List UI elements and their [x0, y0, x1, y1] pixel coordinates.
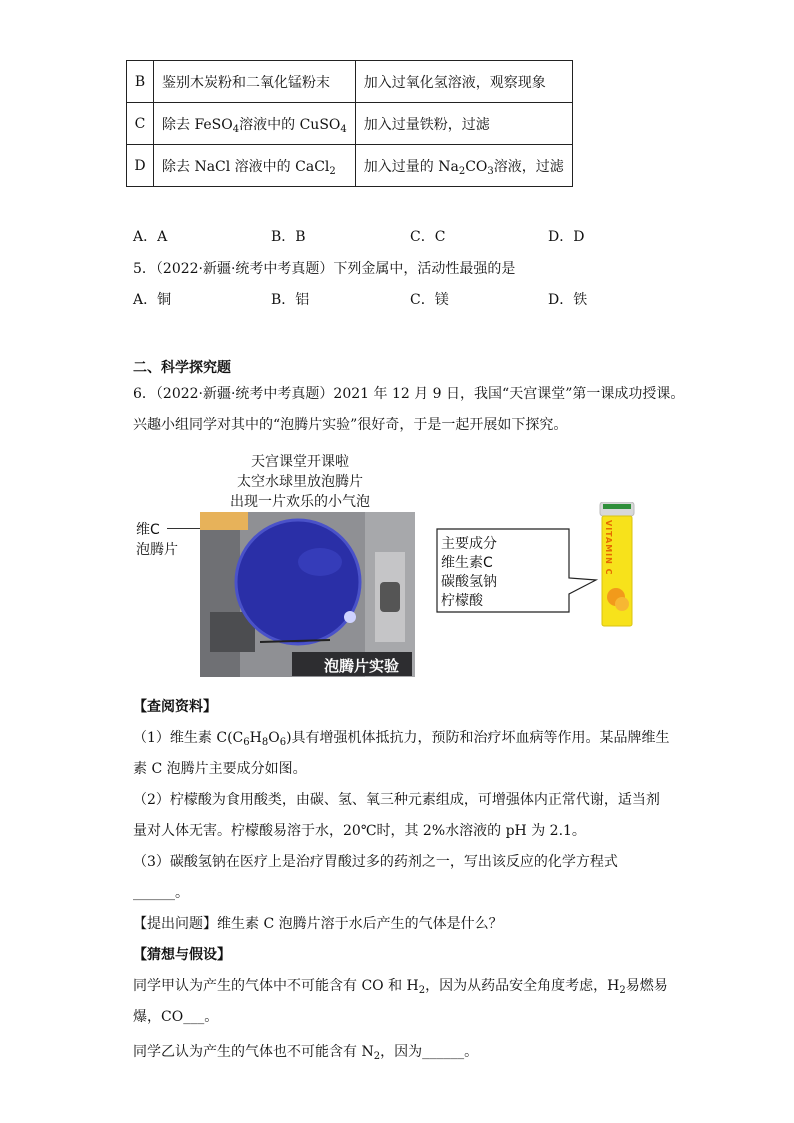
ref1-line1: （1）维生素 $C(C_6H_8O_6)$具有增强机体抵抗力，预防和治疗坏血病等作用。某品牌维生: [133, 730, 670, 748]
q4-choice-d[interactable]: D．D: [548, 229, 585, 245]
q5-choice-c[interactable]: C．镁: [410, 292, 449, 308]
section-title: 二、科学探究题: [133, 360, 231, 376]
q4-choice-c[interactable]: C．C: [410, 229, 446, 245]
row-label: C: [127, 103, 154, 145]
figure-caption: [200, 452, 400, 512]
ingredient-list: [441, 535, 497, 611]
q5-choice-a[interactable]: A．铜: [133, 292, 172, 308]
hypothesis-2[interactable]: 同学乙认为产生的气体也不可能含有 $N_2$，因为______。: [133, 1044, 479, 1062]
ingredient-item: 维生素C: [441, 555, 493, 571]
question-heading: 【提出问题】维生素 C 泡腾片溶于水后产生的气体是什么？: [133, 916, 503, 932]
ref2-line2: 量对人体无害。柠檬酸易溶于水，20℃时，其 2%水溶液的 pH 为 2.1。: [133, 823, 586, 839]
row-purpose: 鉴别木炭粉和二氧化锰粉末: [154, 61, 356, 103]
row-method: 加入过氧化氢溶液，观察现象: [355, 61, 572, 103]
q4-choice-a[interactable]: A．A: [133, 229, 168, 245]
options-table: [126, 60, 573, 187]
ref-title: 【查阅资料】: [133, 699, 217, 715]
row-purpose: 除去 NaCl 溶液中的 CaCl$_2$: [154, 145, 356, 187]
q6-stem-line2: 兴趣小组同学对其中的“泡腾片实验”很好奇，于是一起开展如下探究。: [133, 417, 568, 433]
q4-choice-b[interactable]: B．B: [271, 229, 306, 245]
caption-line: 太空水球里放泡腾片: [237, 474, 363, 490]
row-method: 加入过量的 $Na_2CO_3$溶液，过滤: [355, 145, 572, 187]
hypothesis-1-line1: 同学甲认为产生的气体中不可能含有 CO 和 $H_2$，因为从药品安全角度考虑，$H_2$易燃易: [133, 978, 668, 996]
table-row: [127, 103, 573, 145]
ref3-answer-blank[interactable]: ______。: [133, 885, 189, 901]
q5-stem: 5．（2022·新疆·统考中考真题）下列金属中，活动性最强的是: [133, 261, 516, 277]
label-vitc: 维C: [136, 522, 160, 538]
q5-choice-d[interactable]: D．铁: [548, 292, 588, 308]
label-effervescent: 泡腾片: [136, 542, 178, 558]
caption-line: 出现一片欢乐的小气泡: [230, 494, 370, 510]
pointer-line: [167, 528, 203, 529]
table-row: [127, 145, 573, 187]
ingredient-item: 柠檬酸: [441, 593, 483, 609]
row-label: D: [127, 145, 154, 187]
ingredient-title: 主要成分: [441, 536, 497, 552]
table-row: [127, 61, 573, 103]
ref2-line1: （2）柠檬酸为食用酸类，由碳、氢、氧三种元素组成，可增强体内正常代谢，适当剂: [133, 792, 660, 808]
tube-label: VITAMIN C: [604, 520, 613, 576]
row-label: B: [127, 61, 154, 103]
ingredient-item: 碳酸氢钠: [441, 574, 497, 590]
row-purpose: 除去 FeSO$_4$溶液中的 CuSO$_4$: [154, 103, 356, 145]
experiment-photo: [200, 512, 415, 677]
q5-choice-b[interactable]: B．铝: [271, 292, 310, 308]
ref3-line1: （3）碳酸氢钠在医疗上是治疗胃酸过多的药剂之一，写出该反应的化学方程式: [133, 854, 618, 870]
row-method: 加入过量铁粉，过滤: [355, 103, 572, 145]
vitamin-tube-icon: [596, 502, 640, 630]
q6-stem-line1: 6．（2022·新疆·统考中考真题）2021 年 12 月 9 日，我国“天宫课堂”第一课成功授课。: [133, 386, 685, 402]
space-station-illustration: [200, 512, 415, 677]
hypothesis-1-line2[interactable]: 爆，CO___。: [133, 1009, 219, 1025]
ref1-line2: 素 C 泡腾片主要成分如图。: [133, 761, 307, 777]
hypothesis-title: 【猜想与假设】: [133, 947, 231, 963]
caption-line: 天宫课堂开课啦: [251, 454, 349, 470]
photo-banner: 泡腾片实验: [324, 657, 400, 675]
